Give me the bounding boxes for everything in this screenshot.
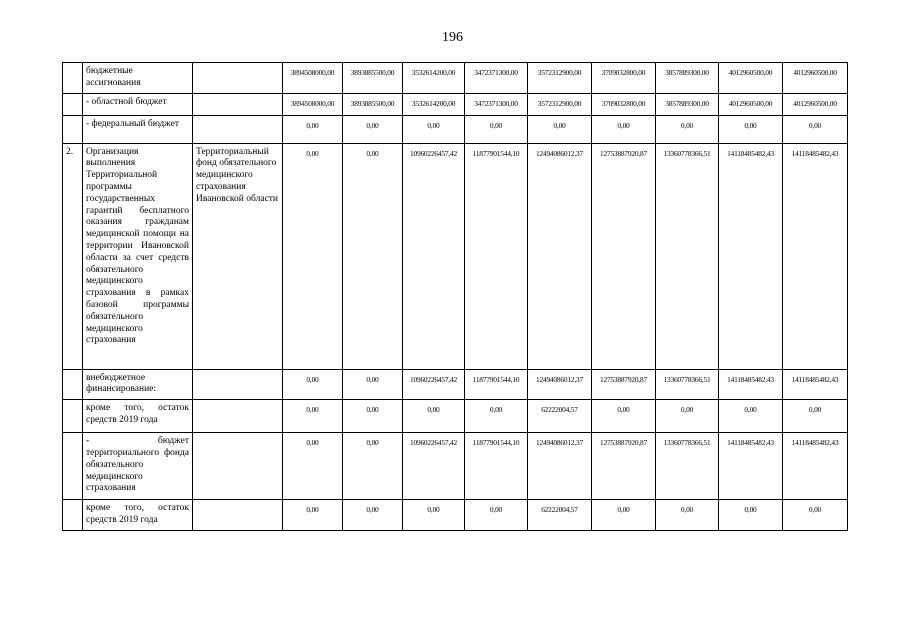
value-cell: 0,00 — [283, 369, 343, 400]
value-cell: 12494086012,37 — [528, 433, 592, 500]
row-index — [63, 433, 83, 500]
value-cell: 3472371300,00 — [465, 63, 528, 94]
value-cell: 4012960500,00 — [783, 63, 848, 94]
table-row — [63, 115, 848, 143]
value-cell: 12753887920,87 — [592, 143, 656, 369]
row-label: - федеральный бюджет — [83, 115, 193, 143]
value-cell: 0,00 — [719, 400, 783, 433]
row-executor — [193, 433, 283, 500]
value-cell: 3893885500,00 — [343, 63, 403, 94]
value-cell: 3894508000,00 — [283, 93, 343, 115]
value-cell: 11877901544,10 — [465, 433, 528, 500]
row-index — [63, 93, 83, 115]
value-cell: 0,00 — [719, 115, 783, 143]
row-executor — [193, 63, 283, 94]
value-cell: 0,00 — [656, 115, 719, 143]
value-cell: 10960226457,42 — [403, 143, 465, 369]
value-cell: 14118485482,43 — [719, 143, 783, 369]
value-cell: 0,00 — [719, 500, 783, 531]
row-label: - бюджет территориального фонда обязательного медицинского страхования — [83, 433, 193, 500]
value-cell: 14118485482,43 — [783, 143, 848, 369]
table-row — [63, 500, 848, 531]
table-row — [63, 433, 848, 500]
value-cell: 11877901544,10 — [465, 143, 528, 369]
value-cell: 62222004,57 — [528, 500, 592, 531]
table-row — [63, 143, 848, 369]
table-row — [63, 400, 848, 433]
value-cell: 0,00 — [592, 400, 656, 433]
value-cell: 0,00 — [343, 369, 403, 400]
value-cell: 3709032800,00 — [592, 63, 656, 94]
value-cell: 3572312900,00 — [528, 93, 592, 115]
value-cell: 0,00 — [465, 400, 528, 433]
value-cell: 4012960500,00 — [783, 93, 848, 115]
value-cell: 11877901544,10 — [465, 369, 528, 400]
value-cell: 12753887920,87 — [592, 433, 656, 500]
value-cell: 12494086012,37 — [528, 369, 592, 400]
value-cell: 3857889300,00 — [656, 63, 719, 94]
row-label: кроме того, остаток средств 2019 года — [83, 500, 193, 531]
value-cell: 0,00 — [343, 433, 403, 500]
value-cell: 14118485482,43 — [783, 433, 848, 500]
value-cell: 0,00 — [656, 500, 719, 531]
row-executor — [193, 93, 283, 115]
value-cell: 14118485482,43 — [719, 369, 783, 400]
row-index — [63, 63, 83, 94]
value-cell: 12753887920,87 — [592, 369, 656, 400]
value-cell: 0,00 — [343, 143, 403, 369]
row-executor — [193, 500, 283, 531]
value-cell: 0,00 — [592, 500, 656, 531]
value-cell: 3894508000,00 — [283, 63, 343, 94]
row-executor — [193, 369, 283, 400]
value-cell: 0,00 — [656, 400, 719, 433]
value-cell: 3532614200,00 — [403, 93, 465, 115]
value-cell: 3532614200,00 — [403, 63, 465, 94]
budget-table — [62, 62, 848, 531]
value-cell: 3893885500,00 — [343, 93, 403, 115]
row-label: Организация выполнения Территориальной программы государственных гарантий бесплатного оказания гражданам медицинской помощи на территории Ивановской области за счет средств обязательного медицинского страхования в рамках базовой программы обязательного медицинского страхования — [83, 143, 193, 369]
row-executor — [193, 400, 283, 433]
value-cell: 4012960500,00 — [719, 63, 783, 94]
row-index — [63, 115, 83, 143]
value-cell: 10960226457,42 — [403, 369, 465, 400]
value-cell: 0,00 — [783, 115, 848, 143]
value-cell: 13360778366,51 — [656, 369, 719, 400]
value-cell: 0,00 — [528, 115, 592, 143]
row-index — [63, 400, 83, 433]
row-label: - областной бюджет — [83, 93, 193, 115]
row-executor — [193, 115, 283, 143]
value-cell: 13360778366,51 — [656, 143, 719, 369]
value-cell: 0,00 — [283, 143, 343, 369]
value-cell: 0,00 — [283, 500, 343, 531]
value-cell: 3857889300,00 — [656, 93, 719, 115]
value-cell: 3709032800,00 — [592, 93, 656, 115]
value-cell: 0,00 — [783, 500, 848, 531]
row-index — [63, 500, 83, 531]
row-label: кроме того, остаток средств 2019 года — [83, 400, 193, 433]
value-cell: 0,00 — [403, 400, 465, 433]
value-cell: 10960226457,42 — [403, 433, 465, 500]
value-cell: 0,00 — [343, 400, 403, 433]
row-index: 2. — [63, 143, 83, 369]
value-cell: 0,00 — [283, 115, 343, 143]
value-cell: 0,00 — [465, 115, 528, 143]
value-cell: 14118485482,43 — [719, 433, 783, 500]
value-cell: 12494086012,37 — [528, 143, 592, 369]
row-index — [63, 369, 83, 400]
value-cell: 3572312900,00 — [528, 63, 592, 94]
table-row — [63, 93, 848, 115]
value-cell: 0,00 — [343, 500, 403, 531]
value-cell: 0,00 — [783, 400, 848, 433]
value-cell: 0,00 — [403, 115, 465, 143]
value-cell: 0,00 — [403, 500, 465, 531]
value-cell: 3472371300,00 — [465, 93, 528, 115]
value-cell: 0,00 — [465, 500, 528, 531]
value-cell: 62222004,57 — [528, 400, 592, 433]
value-cell: 0,00 — [592, 115, 656, 143]
row-label: бюджетные ассигнования — [83, 63, 193, 94]
table-row — [63, 63, 848, 94]
value-cell: 0,00 — [343, 115, 403, 143]
table-row — [63, 369, 848, 400]
value-cell: 0,00 — [283, 400, 343, 433]
table-body — [63, 63, 848, 531]
page-number: 196 — [442, 30, 463, 45]
value-cell: 13360778366,51 — [656, 433, 719, 500]
value-cell: 14118485482,43 — [783, 369, 848, 400]
row-label: внебюджетное финансирование: — [83, 369, 193, 400]
row-executor: Территориальный фонд обязательного медицинского страхования Ивановской области — [193, 143, 283, 369]
value-cell: 0,00 — [283, 433, 343, 500]
value-cell: 4012960500,00 — [719, 93, 783, 115]
